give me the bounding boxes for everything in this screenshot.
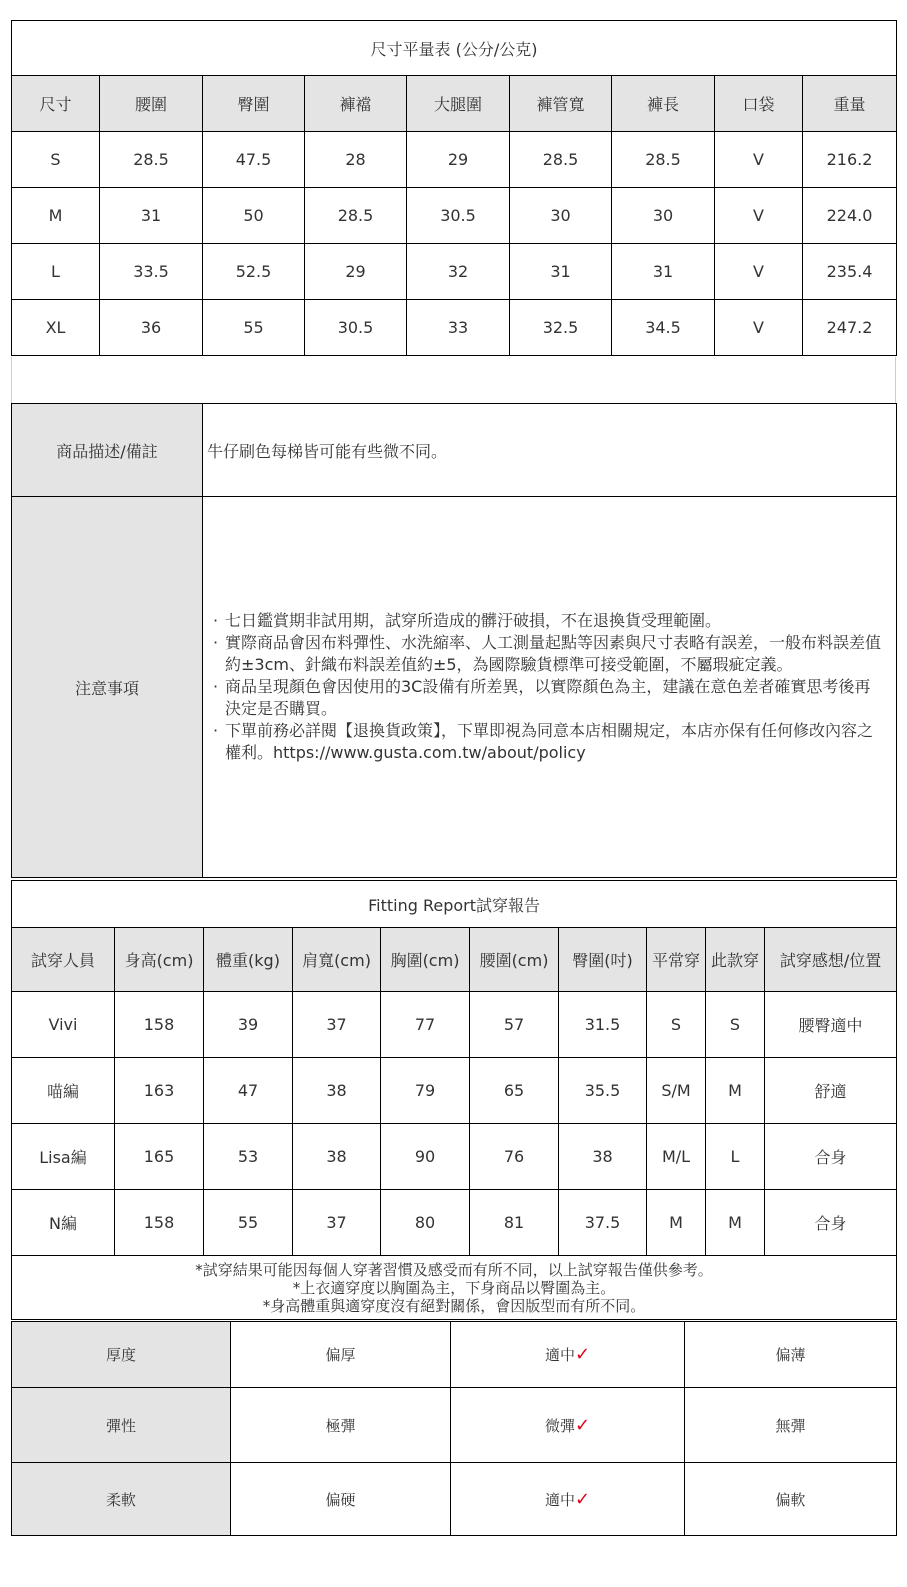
header-cell: 肩寬(cm) <box>293 928 381 992</box>
header-cell: 身高(cm) <box>115 928 204 992</box>
header-cell: 褲襠 <box>305 76 407 132</box>
fabric-option: 無彈 <box>685 1388 897 1463</box>
table-cell: 163 <box>115 1058 204 1124</box>
header-cell: 口袋 <box>715 76 803 132</box>
table-cell: 235.4 <box>803 244 897 300</box>
check-icon: ✓ <box>574 1488 591 1510</box>
notes-content <box>203 497 897 878</box>
table-cell: 31.5 <box>559 992 647 1058</box>
table-cell: V <box>715 244 803 300</box>
note-item: · 下單前務必詳閱【退換貨政策】，下單即視為同意本店相關規定，本店亦保有任何修改內容之權利。https://www.gusta.com.tw/about/policy <box>213 720 884 764</box>
fabric-option-selected <box>451 1463 685 1536</box>
table-cell: V <box>715 300 803 356</box>
table-row <box>12 1190 897 1256</box>
note-item: · 商品呈現顏色會因使用的3C設備有所差異，以實際顏色為主，建議在意色差者確實思考後再決定是否購買。 <box>213 676 884 720</box>
size-chart-title: 尺寸平量表 (公分/公克) <box>12 21 897 76</box>
table-cell: 35.5 <box>559 1058 647 1124</box>
table-cell: 舒適 <box>765 1058 897 1124</box>
header-cell: 尺寸 <box>12 76 100 132</box>
table-cell: 37 <box>293 992 381 1058</box>
note-item: · 實際商品會因布料彈性、水洗縮率、人工測量起點等因素與尺寸表略有誤差，一般布料誤差值約±3cm、針織布料誤差值約±5，為國際驗貨標準可接受範圍，不屬瑕疵定義。 <box>213 632 884 676</box>
table-row <box>12 188 897 244</box>
option-text: 適中 <box>544 1346 575 1364</box>
table-cell: 36 <box>100 300 203 356</box>
table-cell: S <box>706 992 765 1058</box>
table-row <box>12 1058 897 1124</box>
size-chart-header-row <box>12 76 897 132</box>
table-row <box>12 1124 897 1190</box>
table-cell: M <box>12 188 100 244</box>
header-cell: 體重(kg) <box>204 928 293 992</box>
table-cell: 216.2 <box>803 132 897 188</box>
table-cell: 39 <box>204 992 293 1058</box>
table-cell: 合身 <box>765 1190 897 1256</box>
table-cell: 28.5 <box>100 132 203 188</box>
table-cell: 79 <box>381 1058 470 1124</box>
table-cell: 28.5 <box>612 132 715 188</box>
fabric-label: 柔軟 <box>12 1463 231 1536</box>
product-info <box>11 403 896 878</box>
notes-label: 注意事項 <box>12 497 203 878</box>
table-cell: 47 <box>204 1058 293 1124</box>
header-cell: 大腿圍 <box>407 76 510 132</box>
table-cell: Lisa編 <box>12 1124 115 1190</box>
table-cell: 32.5 <box>510 300 612 356</box>
option-text: 微彈 <box>544 1416 575 1435</box>
fabric-row-thickness <box>12 1322 897 1388</box>
table-cell: 165 <box>115 1124 204 1190</box>
option-text: 適中 <box>544 1490 575 1509</box>
table-cell: N編 <box>12 1190 115 1256</box>
table-row <box>12 992 897 1058</box>
table-cell: 37.5 <box>559 1190 647 1256</box>
fabric-option: 偏硬 <box>231 1463 451 1536</box>
table-cell: 合身 <box>765 1124 897 1190</box>
header-cell: 臀圍(吋) <box>559 928 647 992</box>
fabric-row-softness <box>12 1463 897 1536</box>
table-cell: 29 <box>407 132 510 188</box>
table-cell: 52.5 <box>203 244 305 300</box>
table-cell: 33.5 <box>100 244 203 300</box>
fitting-header-row <box>12 928 897 992</box>
footnote: *身高體重與適穿度沒有絕對關係，會因版型而有所不同。 <box>262 1296 646 1315</box>
table-cell: 34.5 <box>612 300 715 356</box>
table-cell: 30.5 <box>407 188 510 244</box>
fabric-option: 極彈 <box>231 1388 451 1463</box>
footnote: *試穿結果可能因每個人穿著習慣及感受而有所不同，以上試穿報告僅供參考。 <box>195 1260 713 1279</box>
header-cell: 褲長 <box>612 76 715 132</box>
table-cell: 158 <box>115 992 204 1058</box>
table-cell: 53 <box>204 1124 293 1190</box>
header-cell: 重量 <box>803 76 897 132</box>
header-cell: 腰圍 <box>100 76 203 132</box>
table-cell: M <box>647 1190 706 1256</box>
table-cell: M <box>706 1058 765 1124</box>
table-cell: 38 <box>559 1124 647 1190</box>
fitting-report <box>11 880 896 1320</box>
header-cell: 此款穿 <box>706 928 765 992</box>
table-cell: S <box>12 132 100 188</box>
check-icon: ✓ <box>574 1414 591 1436</box>
table-cell: 29 <box>305 244 407 300</box>
table-cell: 31 <box>510 244 612 300</box>
fabric-label: 厚度 <box>12 1322 231 1388</box>
fitting-title: Fitting Report試穿報告 <box>12 881 897 928</box>
table-row <box>12 244 897 300</box>
table-cell: S <box>647 992 706 1058</box>
table-row <box>12 300 897 356</box>
header-cell: 試穿人員 <box>12 928 115 992</box>
table-cell: S/M <box>647 1058 706 1124</box>
table-cell: 28.5 <box>305 188 407 244</box>
table-cell: 31 <box>612 244 715 300</box>
check-icon: ✓ <box>574 1344 591 1365</box>
fabric-option: 偏厚 <box>231 1322 451 1388</box>
section-spacer <box>11 357 896 403</box>
header-cell: 平常穿 <box>647 928 706 992</box>
header-cell: 腰圍(cm) <box>470 928 559 992</box>
table-cell: 76 <box>470 1124 559 1190</box>
table-cell: 158 <box>115 1190 204 1256</box>
table-cell: 38 <box>293 1124 381 1190</box>
table-cell: 喵編 <box>12 1058 115 1124</box>
fabric-label: 彈性 <box>12 1388 231 1463</box>
table-cell: 腰臀適中 <box>765 992 897 1058</box>
fitting-footnotes <box>12 1256 897 1320</box>
table-cell: 247.2 <box>803 300 897 356</box>
header-cell: 胸圍(cm) <box>381 928 470 992</box>
table-cell: 30 <box>612 188 715 244</box>
table-cell: 65 <box>470 1058 559 1124</box>
table-cell: V <box>715 132 803 188</box>
table-cell: 31 <box>100 188 203 244</box>
table-cell: V <box>715 188 803 244</box>
table-row <box>12 132 897 188</box>
fabric-option: 偏軟 <box>685 1463 897 1536</box>
table-cell: L <box>706 1124 765 1190</box>
table-cell: L <box>12 244 100 300</box>
table-cell: 47.5 <box>203 132 305 188</box>
table-cell: 224.0 <box>803 188 897 244</box>
footnote: *上衣適穿度以胸圍為主，下身商品以臀圍為主。 <box>292 1278 616 1297</box>
size-chart <box>11 20 896 356</box>
table-cell: 30.5 <box>305 300 407 356</box>
table-cell: 80 <box>381 1190 470 1256</box>
table-cell: 30 <box>510 188 612 244</box>
table-cell: 57 <box>470 992 559 1058</box>
fabric-option-selected <box>451 1388 685 1463</box>
header-cell: 試穿感想/位置 <box>765 928 897 992</box>
note-item: · 七日鑑賞期非試用期，試穿所造成的髒汙破損，不在退換貨受理範圍。 <box>213 610 884 632</box>
description-label: 商品描述/備註 <box>12 404 203 497</box>
table-cell: 50 <box>203 188 305 244</box>
table-cell: XL <box>12 300 100 356</box>
table-cell: Vivi <box>12 992 115 1058</box>
table-cell: M/L <box>647 1124 706 1190</box>
fabric-option-selected <box>451 1322 685 1388</box>
description-text: 牛仔刷色每梯皆可能有些微不同。 <box>203 404 897 497</box>
table-cell: 28.5 <box>510 132 612 188</box>
table-cell: 33 <box>407 300 510 356</box>
table-cell: 55 <box>204 1190 293 1256</box>
table-cell: 81 <box>470 1190 559 1256</box>
fabric-option: 偏薄 <box>685 1322 897 1388</box>
table-cell: 77 <box>381 992 470 1058</box>
table-cell: 37 <box>293 1190 381 1256</box>
header-cell: 褲管寬 <box>510 76 612 132</box>
fabric-row-elasticity <box>12 1388 897 1463</box>
table-cell: 55 <box>203 300 305 356</box>
fabric-properties <box>11 1321 896 1536</box>
table-cell: 38 <box>293 1058 381 1124</box>
header-cell: 臀圍 <box>203 76 305 132</box>
table-cell: M <box>706 1190 765 1256</box>
table-cell: 32 <box>407 244 510 300</box>
table-cell: 28 <box>305 132 407 188</box>
table-cell: 90 <box>381 1124 470 1190</box>
